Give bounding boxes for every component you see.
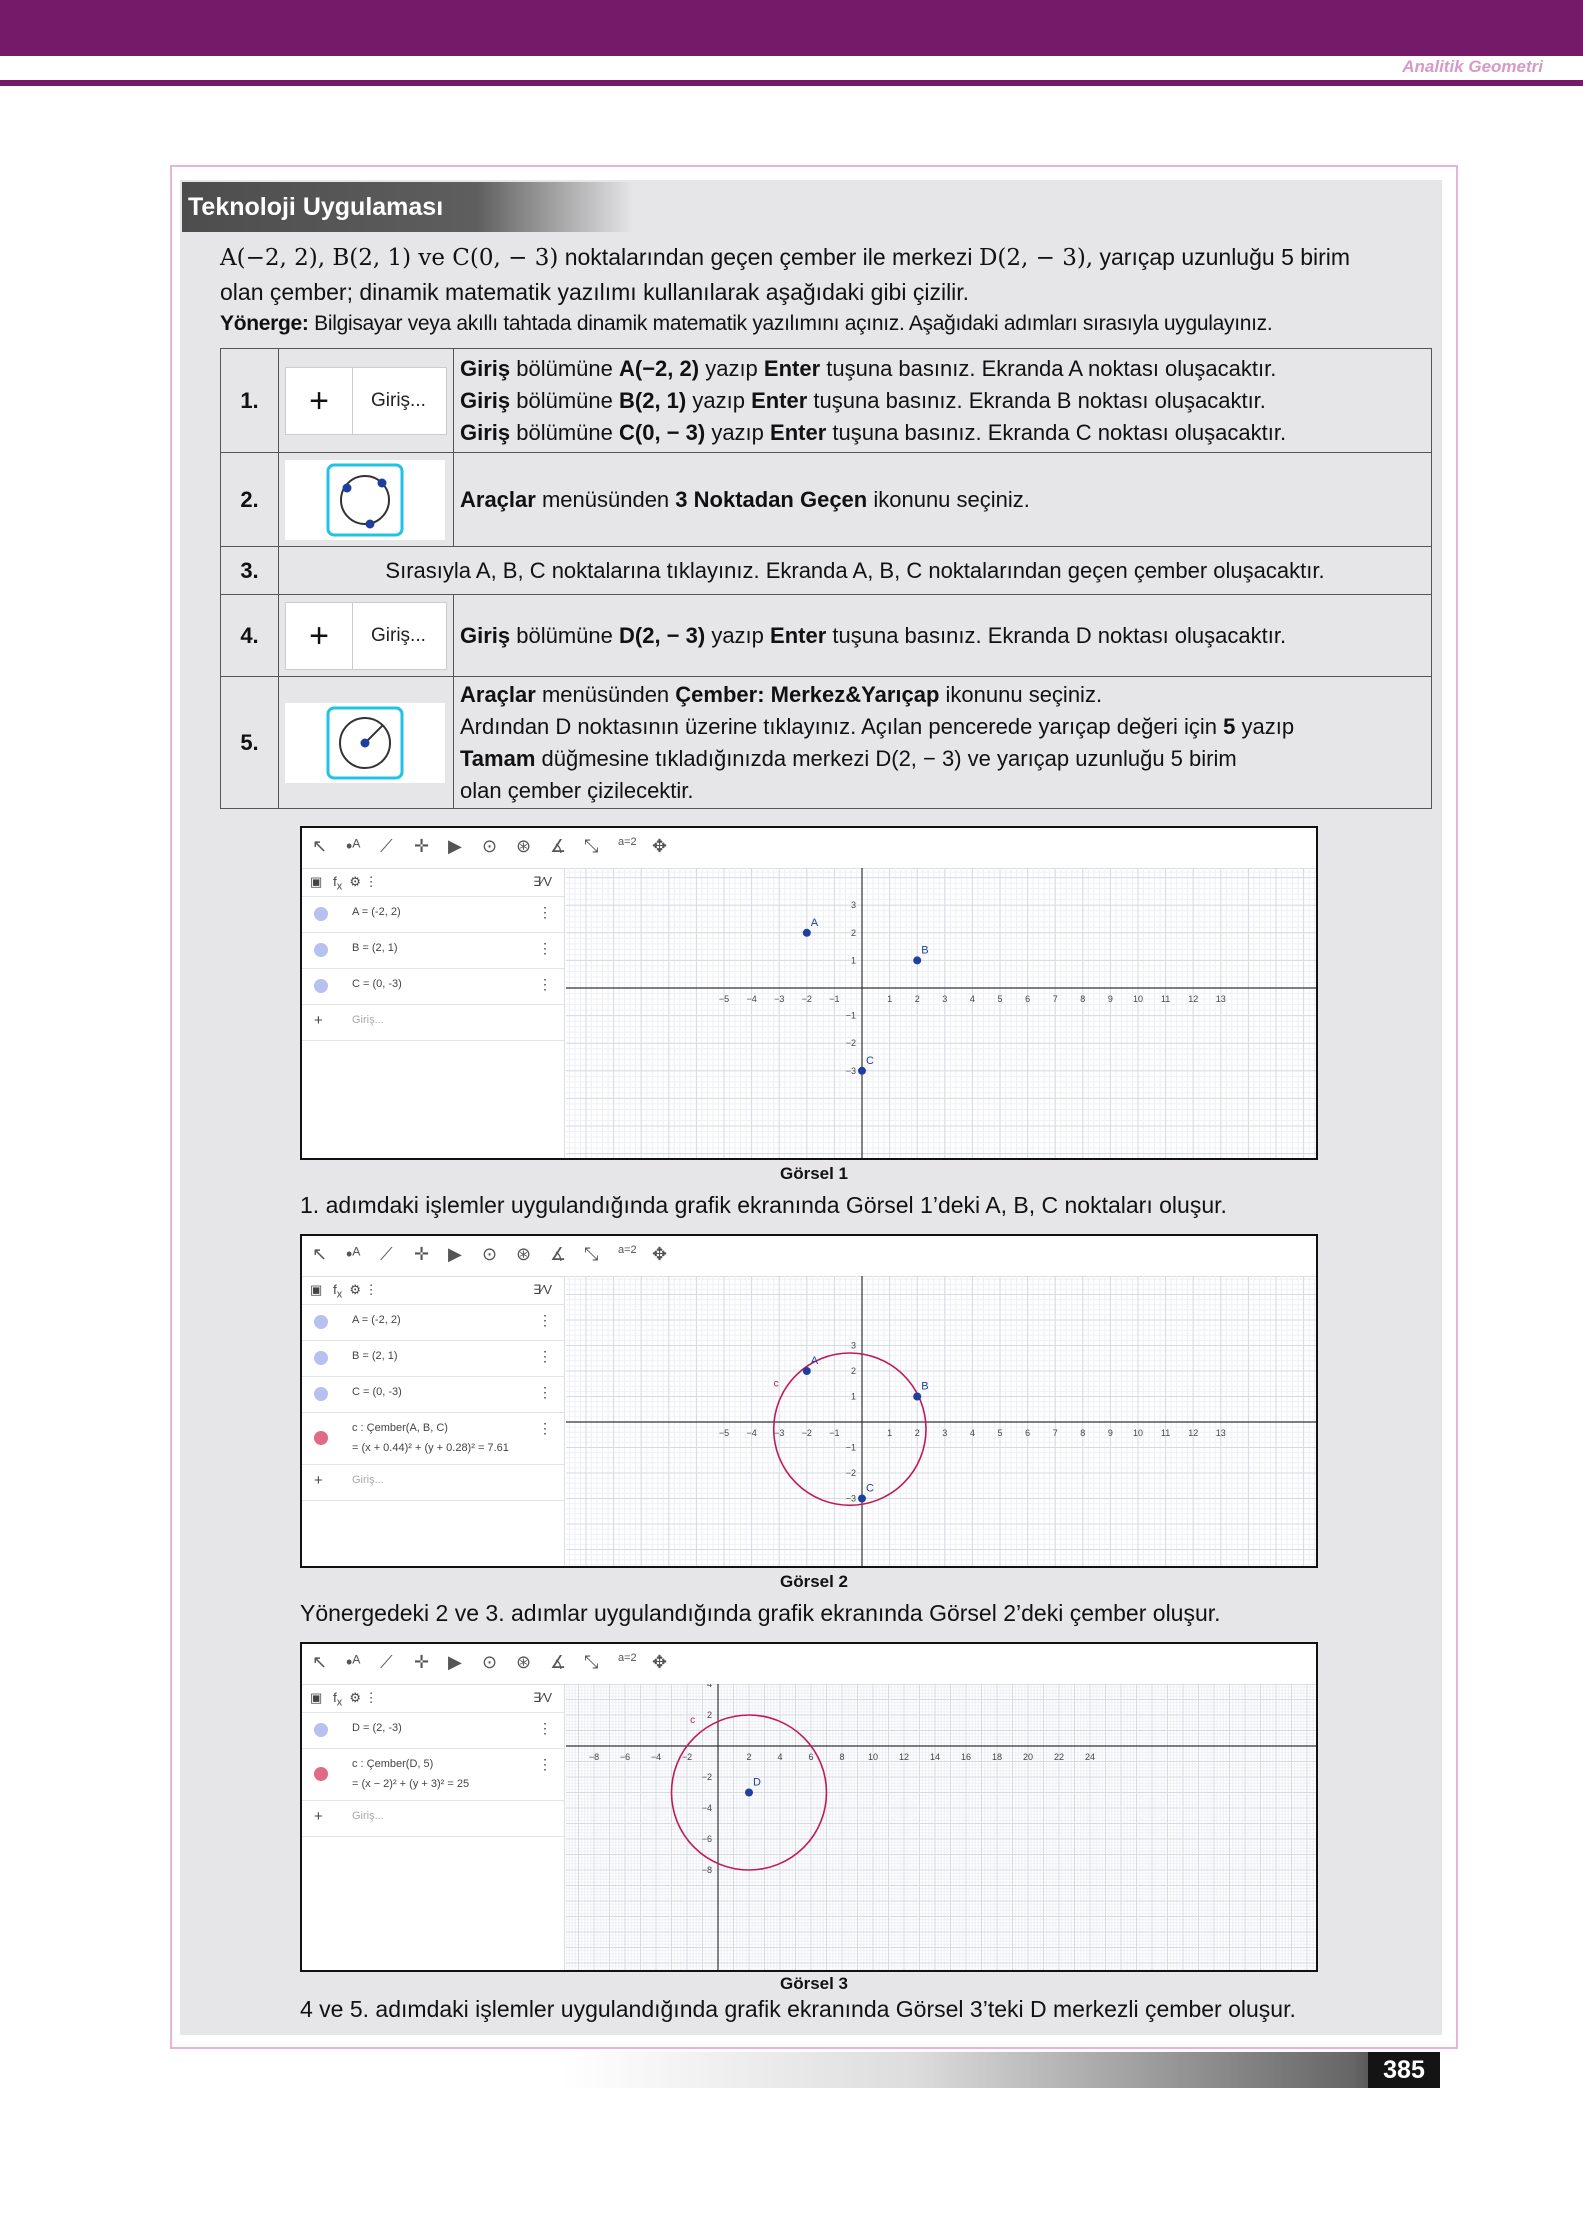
algebra-input[interactable] [302, 1800, 564, 1837]
item-menu-icon[interactable]: ⋮ [538, 1756, 552, 1772]
visibility-toggle-icon[interactable] [314, 1351, 328, 1365]
algebra-expression: C = (0, -3) [352, 1386, 402, 1398]
point-marker [803, 1367, 811, 1375]
circle-center-radius-icon [285, 703, 445, 783]
y-tick-label: −1 [845, 1442, 856, 1453]
step-row-4 [221, 595, 1432, 677]
intro-text-a: noktalarından geçen çember ile merkezi [558, 244, 979, 270]
algebra-equation: = (x − 2)² + (y + 3)² = 25 [352, 1778, 470, 1790]
step-number: 4. [221, 595, 279, 677]
item-menu-icon[interactable]: ⋮ [538, 1384, 552, 1400]
algebra-item[interactable] [302, 932, 564, 969]
algebra-header: ▣ $f_x$ ⚙ ⋮ ∃∕V [302, 868, 564, 897]
x-tick-label: 20 [1022, 1752, 1034, 1762]
step-line: Giriş bölümüne D(2, − 3) yazıp Enter tuşuna basınız. Ekranda D noktası oluşacaktır. [460, 622, 1287, 648]
point-tool-icon[interactable]: •ᴬ [346, 1652, 361, 1672]
algebra-item[interactable] [302, 968, 564, 1005]
arrow-tool-icon[interactable]: ↖ [312, 836, 328, 856]
x-tick-label: 4 [777, 1752, 783, 1762]
algebra-view [302, 868, 565, 1158]
page-number: 385 [1368, 2052, 1440, 2088]
perpendicular-tool-icon[interactable]: ✛ [414, 1244, 430, 1264]
conic-tool-icon[interactable]: ⊛ [516, 1652, 532, 1672]
item-menu-icon[interactable]: ⋮ [538, 1348, 552, 1364]
circle-tool-icon[interactable]: ⊙ [482, 836, 498, 856]
point-marker [858, 1495, 866, 1503]
circle-tool-icon[interactable]: ⊙ [482, 1244, 498, 1264]
line-tool-icon[interactable]: ⟋ [380, 836, 393, 856]
x-tick-label: 6 [1025, 1428, 1031, 1438]
step-row-3 [221, 547, 1432, 595]
x-tick-label: 3 [942, 994, 948, 1004]
x-tick-label: 11 [1160, 994, 1171, 1004]
step-number: 1. [221, 349, 279, 453]
y-tick-label: −2 [701, 1772, 712, 1782]
y-tick-label: 4 [706, 1684, 712, 1689]
step-text: Sırasıyla A, B, C noktalarına tıklayınız. Ekranda A, B, C noktalarından geçen çember oluşacaktır. [279, 547, 1432, 595]
intro-center: D(2, − 3), [978, 245, 1094, 271]
step-line: Giriş bölümüne A(−2, 2) yazıp Enter tuşuna basınız. Ekranda A noktası oluşacaktır. [460, 355, 1277, 381]
y-tick-label: 1 [850, 955, 856, 966]
y-tick-label: 2 [850, 927, 856, 938]
input-placeholder: Giriş... [371, 624, 426, 646]
x-tick-label: 10 [1132, 1428, 1144, 1438]
toolbar [302, 1236, 1316, 1277]
step-number: 3. [221, 547, 279, 595]
step-text: Araçlar menüsünden 3 Noktadan Geçen ikonunu seçiniz. [454, 453, 1432, 547]
item-menu-icon[interactable]: ⋮ [538, 904, 552, 920]
polygon-tool-icon[interactable]: ▶ [448, 836, 462, 856]
x-tick-label: 22 [1053, 1752, 1065, 1762]
point-label: B [921, 1380, 929, 1393]
slider-tool-icon[interactable]: a=2 [618, 836, 637, 848]
x-tick-label: −2 [801, 1428, 812, 1438]
visibility-toggle-icon[interactable] [314, 1315, 328, 1329]
step-text [454, 595, 1432, 677]
step-row-2 [221, 453, 1432, 547]
instruction-text: Bilgisayar veya akıllı tahtada dinamik matematik yazılımını açınız. Aşağıdaki adımları sırasıyla uygulayınız. [308, 312, 1273, 335]
reflect-tool-icon[interactable]: ⤡ [584, 1652, 599, 1672]
intro-text [220, 240, 1440, 309]
line-tool-icon[interactable]: ⟋ [380, 1652, 393, 1672]
step-row-5 [221, 677, 1432, 809]
algebra-view [302, 1276, 565, 1566]
algebra-item[interactable] [302, 1304, 564, 1341]
x-tick-label: −2 [801, 994, 812, 1004]
x-tick-label: −2 [681, 1752, 693, 1762]
angle-tool-icon[interactable]: ∡ [550, 1652, 567, 1672]
point-label: B [921, 944, 929, 957]
x-tick-label: 2 [746, 1752, 752, 1762]
algebra-expression: c : Çember(D, 5) [352, 1758, 434, 1770]
figure-caption: Görsel 2 [779, 1572, 849, 1591]
plus-icon: + [314, 1472, 323, 1489]
algebra-expression: A = (-2, 2) [352, 906, 401, 918]
footer-bar [560, 2052, 1440, 2088]
angle-tool-icon[interactable]: ∡ [550, 836, 567, 856]
circle-tool-icon[interactable]: ⊙ [482, 1652, 498, 1672]
figure-note: 1. adımdaki işlemler uygulandığında grafik ekranında Görsel 1’deki A, B, C noktaları oluşur. [300, 1192, 1227, 1218]
screenshot-figure-3 [300, 1642, 1318, 1972]
graphics-view[interactable] [566, 868, 1316, 1158]
x-tick-label: 2 [914, 1428, 920, 1438]
plus-icon: + [314, 1808, 323, 1825]
line-tool-icon[interactable]: ⟋ [380, 1244, 393, 1264]
x-tick-label: −4 [650, 1752, 662, 1762]
algebra-expression: A = (-2, 2) [352, 1314, 401, 1326]
algebra-expression: Giriş... [352, 1810, 384, 1822]
algebra-expression: B = (2, 1) [352, 1350, 398, 1362]
y-tick-label: 2 [706, 1710, 712, 1720]
x-tick-label: 1 [887, 994, 893, 1004]
arrow-tool-icon[interactable]: ↖ [312, 1244, 328, 1264]
header-bar [0, 0, 1583, 56]
y-tick-label: −1 [845, 1010, 856, 1021]
x-tick-label: −3 [774, 994, 785, 1004]
point-marker [913, 1393, 921, 1401]
algebra-input[interactable] [302, 1004, 564, 1041]
point-marker [913, 956, 921, 964]
screenshot-figure-1 [300, 826, 1318, 1160]
plus-icon: + [286, 368, 353, 434]
x-tick-label: 11 [1160, 1428, 1171, 1438]
point-label: C [866, 1482, 874, 1495]
figure-note: 4 ve 5. adımdaki işlemler uygulandığında grafik ekranında Görsel 3’teki D merkezli çember oluşur. [300, 1996, 1296, 2022]
perpendicular-tool-icon[interactable]: ✛ [414, 836, 430, 856]
screenshot-figure-2 [300, 1234, 1318, 1568]
algebra-expression: c : Çember(A, B, C) [352, 1422, 448, 1434]
input-bar-image [285, 367, 447, 435]
conic-tool-icon[interactable]: ⊛ [516, 1244, 532, 1264]
algebra-expression: D = (2, -3) [352, 1722, 402, 1734]
y-tick-label: −2 [845, 1468, 856, 1478]
y-tick-label: 3 [850, 1340, 856, 1351]
algebra-item[interactable] [302, 896, 564, 933]
move-view-icon[interactable]: ✥ [652, 836, 668, 856]
algebra-item[interactable] [302, 1748, 564, 1801]
toolbar [302, 1644, 1316, 1685]
reflect-tool-icon[interactable]: ⤡ [584, 836, 599, 856]
x-tick-label: −5 [718, 994, 730, 1004]
slider-tool-icon[interactable]: a=2 [618, 1652, 637, 1664]
algebra-view [302, 1684, 565, 1970]
item-menu-icon[interactable]: ⋮ [538, 1720, 552, 1736]
x-tick-label: 7 [1052, 1428, 1058, 1438]
intro-text-b: yarıçap uzunluğu 5 birim [1093, 244, 1351, 270]
section-title: Teknoloji Uygulaması [182, 182, 634, 232]
x-tick-label: −4 [746, 994, 757, 1004]
x-tick-label: 10 [1132, 994, 1144, 1004]
point-marker [745, 1789, 753, 1797]
visibility-toggle-icon[interactable] [314, 1767, 328, 1781]
item-menu-icon[interactable]: ⋮ [538, 1420, 552, 1436]
point-tool-icon[interactable]: •ᴬ [346, 1244, 361, 1264]
visibility-toggle-icon[interactable] [314, 907, 328, 921]
x-tick-label: 9 [1107, 1428, 1113, 1438]
algebra-input[interactable] [302, 1464, 564, 1501]
y-tick-label: −3 [845, 1065, 856, 1076]
input-placeholder: Giriş... [371, 389, 426, 411]
point-label: A [810, 916, 819, 929]
x-tick-label: 4 [969, 994, 975, 1004]
x-tick-label: 5 [997, 1428, 1003, 1438]
visibility-toggle-icon[interactable] [314, 1387, 328, 1401]
instruction-label: Yönerge: [220, 312, 309, 335]
x-tick-label: 6 [1025, 994, 1031, 1004]
algebra-expression: Giriş... [352, 1014, 384, 1026]
y-tick-label: −4 [701, 1803, 712, 1813]
step-number: 2. [221, 453, 279, 547]
point-tool-icon[interactable]: •ᴬ [346, 836, 361, 856]
graphics-view[interactable] [566, 1276, 1316, 1566]
x-tick-label: 18 [991, 1752, 1003, 1762]
input-bar-image [285, 602, 447, 670]
x-tick-label: 12 [1188, 994, 1199, 1004]
item-menu-icon[interactable]: ⋮ [538, 1312, 552, 1328]
x-tick-label: 8 [839, 1752, 845, 1762]
header-line [0, 80, 1583, 86]
algebra-item[interactable] [302, 1376, 564, 1413]
y-tick-label: 2 [850, 1366, 856, 1376]
move-view-icon[interactable]: ✥ [652, 1244, 668, 1264]
x-tick-label: 1 [887, 1428, 893, 1438]
point-marker [803, 929, 811, 937]
toolbar [302, 828, 1316, 869]
step-text: Araçlar menüsünden Çember: Merkez&Yarıçap ikonunu seçiniz. Ardından D noktasının üzerine tıklayınız. Açılan pencerede yarıçap değeri için 5 yazıp Tamam düğmesine tıkladığınızda merkezi D(2, − 3) ve yarıçap uzunluğu 5 birim olan çember çizilecektir. [454, 677, 1432, 809]
y-tick-label: 3 [850, 900, 856, 911]
x-tick-label: 24 [1084, 1752, 1096, 1762]
reflect-tool-icon[interactable]: ⤡ [584, 1244, 599, 1264]
x-tick-label: 3 [942, 1428, 948, 1438]
move-view-icon[interactable]: ✥ [652, 1652, 668, 1672]
x-tick-label: −3 [774, 1428, 785, 1438]
angle-tool-icon[interactable]: ∡ [550, 1244, 567, 1264]
x-tick-label: −1 [829, 1428, 840, 1438]
intro-points: A(−2, 2), B(2, 1) ve C(0, − 3) [220, 245, 559, 271]
x-tick-label: 6 [808, 1752, 814, 1762]
step-line: Giriş bölümüne C(0, − 3) yazıp Enter tuşuna basınız. Ekranda C noktası oluşacaktır. [460, 419, 1287, 445]
visibility-toggle-icon[interactable] [314, 1431, 328, 1445]
step-text [454, 349, 1432, 453]
x-tick-label: 2 [914, 994, 920, 1004]
step-line: Giriş bölümüne B(2, 1) yazıp Enter tuşuna basınız. Ekranda B noktası oluşacaktır. [460, 387, 1266, 413]
visibility-toggle-icon[interactable] [314, 1723, 328, 1737]
x-tick-label: 4 [969, 1428, 975, 1438]
x-tick-label: −5 [718, 1428, 730, 1438]
point-label: C [866, 1054, 874, 1067]
figure-note: Yönergedeki 2 ve 3. adımlar uygulandığında grafik ekranında Görsel 2’deki çember oluşur. [300, 1600, 1221, 1626]
point-marker [858, 1067, 866, 1075]
x-tick-label: 10 [867, 1752, 879, 1762]
item-menu-icon[interactable]: ⋮ [538, 940, 552, 956]
x-tick-label: 7 [1052, 994, 1058, 1004]
arrow-tool-icon[interactable]: ↖ [312, 1652, 328, 1672]
x-tick-label: 14 [929, 1752, 941, 1762]
point-label: D [753, 1776, 761, 1789]
x-tick-label: 12 [898, 1752, 910, 1762]
y-tick-label: 1 [850, 1391, 856, 1402]
x-tick-label: 13 [1215, 994, 1226, 1004]
visibility-toggle-icon[interactable] [314, 943, 328, 957]
x-tick-label: 12 [1188, 1428, 1199, 1438]
algebra-item[interactable] [302, 1340, 564, 1377]
circle-3-points-icon [285, 460, 445, 540]
y-tick-label: −3 [845, 1493, 856, 1504]
subject-label: Analitik Geometri [1402, 57, 1543, 76]
algebra-item[interactable] [302, 1412, 564, 1465]
algebra-expression: B = (2, 1) [352, 942, 398, 954]
visibility-toggle-icon[interactable] [314, 979, 328, 993]
plus-icon: + [314, 1012, 323, 1029]
intro-line-2: olan çember; dinamik matematik yazılımı kullanılarak aşağıdaki gibi çizilir. [220, 279, 970, 305]
step-row-1 [221, 349, 1432, 453]
x-tick-label: 8 [1080, 994, 1086, 1004]
algebra-expression: Giriş... [352, 1474, 384, 1486]
figure-caption: Görsel 3 [779, 1974, 849, 1993]
circle-label: c [690, 1714, 696, 1726]
y-tick-label: −6 [701, 1834, 712, 1844]
x-tick-label: 8 [1080, 1428, 1086, 1438]
x-tick-label: −1 [829, 994, 840, 1004]
x-tick-label: 5 [997, 994, 1003, 1004]
steps-table [220, 348, 1432, 809]
graphics-view[interactable] [566, 1684, 1316, 1970]
x-tick-label: −4 [746, 1428, 757, 1438]
slider-tool-icon[interactable]: a=2 [618, 1244, 637, 1256]
x-tick-label: −6 [619, 1752, 631, 1762]
x-tick-label: 9 [1107, 994, 1113, 1004]
item-menu-icon[interactable]: ⋮ [538, 976, 552, 992]
x-tick-label: −8 [588, 1752, 600, 1762]
polygon-tool-icon[interactable]: ▶ [448, 1652, 462, 1672]
plus-icon: + [286, 603, 353, 669]
x-tick-label: 16 [960, 1752, 972, 1762]
point-label: A [810, 1355, 819, 1367]
algebra-expression: C = (0, -3) [352, 978, 402, 990]
algebra-item[interactable] [302, 1712, 564, 1749]
polygon-tool-icon[interactable]: ▶ [448, 1244, 462, 1264]
x-tick-label: 13 [1215, 1428, 1226, 1438]
algebra-header: ▣ $f_x$ ⚙ ⋮ ∃∕V [302, 1684, 564, 1713]
y-tick-label: −2 [845, 1038, 856, 1049]
instruction [220, 312, 1460, 336]
perpendicular-tool-icon[interactable]: ✛ [414, 1652, 430, 1672]
algebra-equation: = (x + 0.44)² + (y + 0.28)² = 7.61 [352, 1442, 509, 1454]
step-number: 5. [221, 677, 279, 809]
conic-tool-icon[interactable]: ⊛ [516, 836, 532, 856]
figure-caption: Görsel 1 [779, 1164, 849, 1183]
circle-label: c [773, 1378, 779, 1390]
algebra-header: ▣ $f_x$ ⚙ ⋮ ∃∕V [302, 1276, 564, 1305]
y-tick-label: −8 [701, 1865, 712, 1875]
